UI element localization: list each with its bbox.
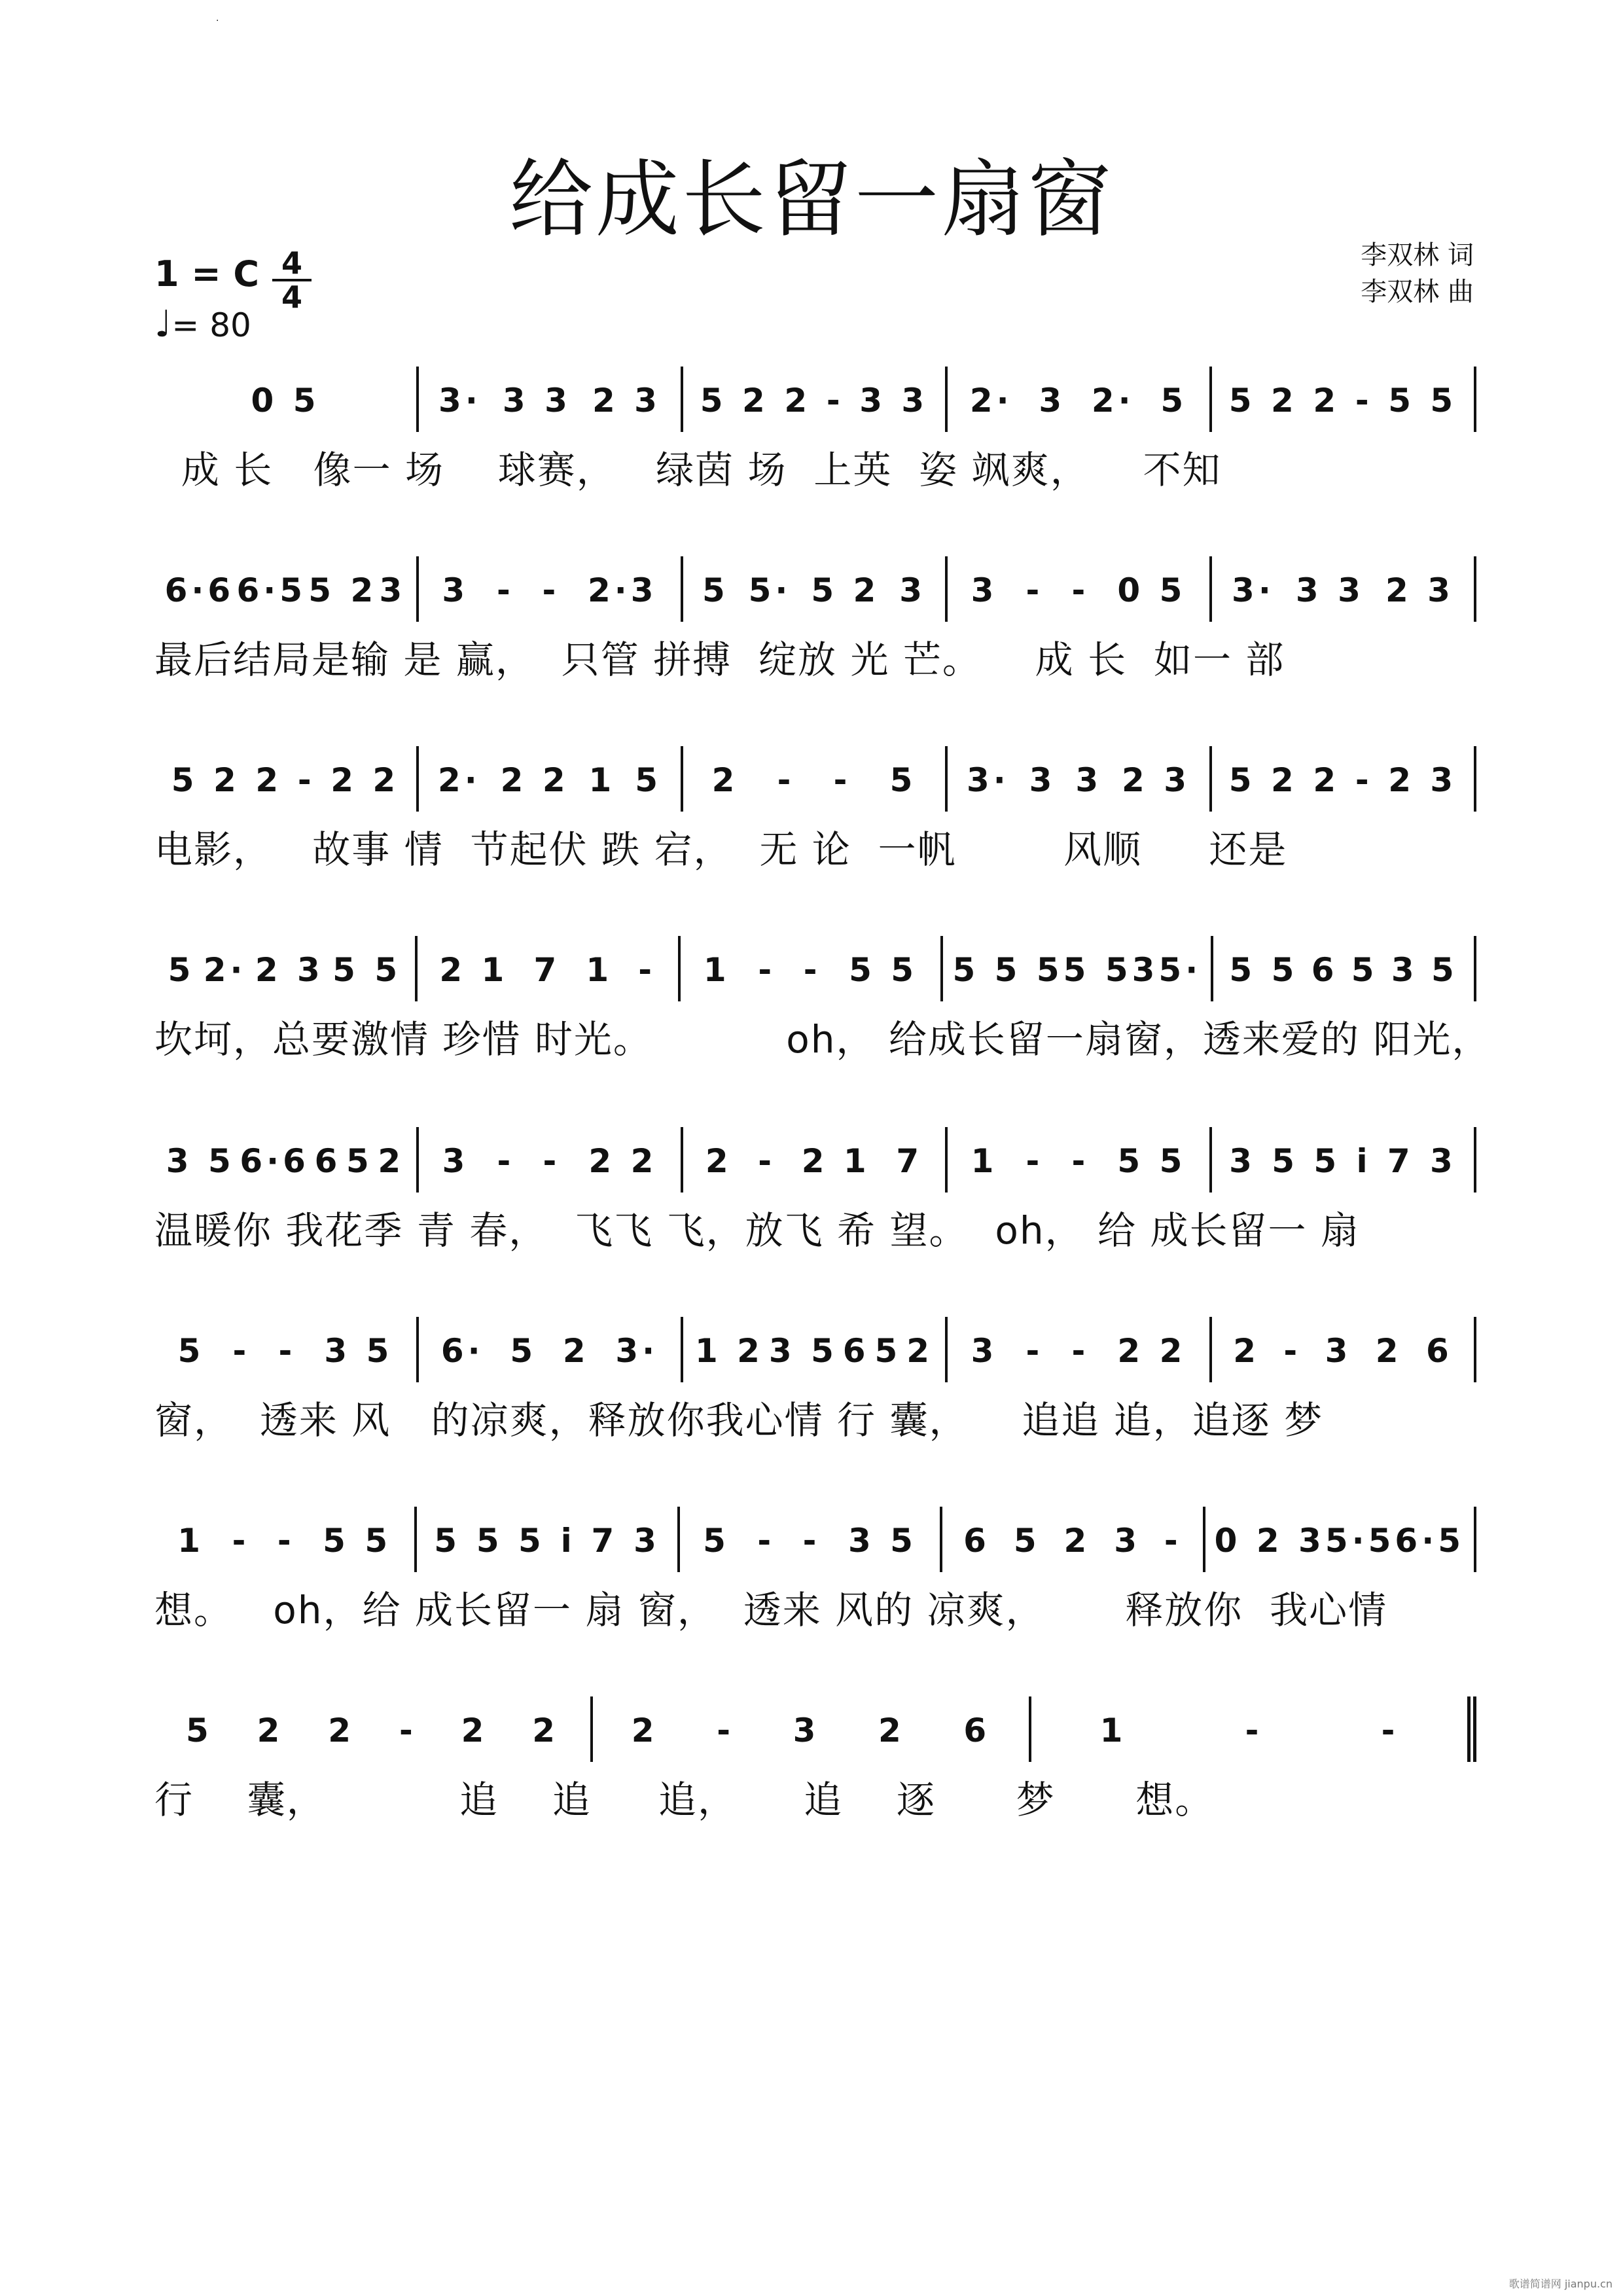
note-group: 2 <box>711 761 739 799</box>
note-group: - <box>542 571 560 609</box>
note-group: 2 <box>1375 1332 1402 1370</box>
note-group: 5 <box>889 761 917 799</box>
notation-line <box>154 1317 1476 1389</box>
note-group: 1 2 <box>694 1332 764 1370</box>
note-group: 3 <box>1114 1522 1141 1560</box>
note-group: 5 <box>434 1522 461 1560</box>
note-group: 2 <box>257 1712 284 1749</box>
site-watermark: 歌谱简谱网 jianpu.cn <box>1508 2278 1613 2290</box>
note-group: 5 <box>1431 951 1458 989</box>
note-group: 3 5 <box>768 1332 838 1370</box>
note-group: 5 5 <box>1272 1142 1341 1180</box>
note-group: 5· <box>1325 1522 1368 1560</box>
note-group: 5 <box>1160 382 1188 420</box>
note-group: 5 5 <box>1117 1142 1186 1180</box>
note-group: 2 <box>1313 761 1340 799</box>
note-group: 3 <box>633 1522 660 1560</box>
measure <box>948 367 1212 432</box>
measure <box>683 367 948 432</box>
note-group: 3 5 <box>847 1522 917 1560</box>
note-group: - <box>717 1712 734 1749</box>
note-group: - <box>802 1522 821 1560</box>
note-group: 5 2 <box>1228 382 1298 420</box>
lyrics-line: 最后结局是输 是 赢， 只管 拼搏 绽放 光 芒。 成 长 如一 部 <box>154 637 1285 682</box>
score-row <box>154 1696 1476 1854</box>
notation-line <box>154 556 1476 628</box>
note-group: 2 <box>328 1712 355 1749</box>
measure <box>948 1127 1212 1193</box>
note-group: 3 <box>1430 1142 1457 1180</box>
note-group: 5 <box>510 1332 537 1370</box>
measure <box>419 746 683 812</box>
score-row <box>154 936 1491 1093</box>
measure <box>419 556 683 622</box>
note-group: 6·5 <box>236 571 307 609</box>
note-group: 3 <box>971 571 998 609</box>
measure <box>1212 367 1476 432</box>
note-group: 6 <box>842 1332 870 1370</box>
note-group: - <box>278 1332 296 1370</box>
time-signature-bottom: 4 <box>281 279 302 315</box>
measure <box>154 1696 593 1762</box>
note-group: 3 <box>442 1142 469 1180</box>
note-group: 1 <box>703 951 730 989</box>
note-group: 3 <box>1039 382 1066 420</box>
note-group: - <box>826 382 844 420</box>
note-group: - <box>399 1712 417 1749</box>
note-group: - <box>803 951 821 989</box>
note-group: 3 3 <box>1295 571 1364 609</box>
note-group: 2 1 <box>439 951 508 989</box>
note-group: 2 <box>255 761 283 799</box>
note-group: 2 <box>562 1332 590 1370</box>
lyrics-line: 温暖你 我花季 青 春， 飞飞 飞，放飞 希 望。 oh， 给 成长留一 扇 <box>154 1208 1360 1253</box>
note-group: 5 <box>185 1712 213 1749</box>
note-group: - <box>1071 1142 1090 1180</box>
measure <box>683 746 948 812</box>
measure <box>154 556 419 622</box>
score-row <box>154 1507 1476 1664</box>
score-row <box>154 367 1476 524</box>
note-group: 1 <box>971 1142 998 1180</box>
note-group: 1 <box>586 951 613 989</box>
note-group: 6·5 <box>1395 1522 1465 1560</box>
lyricist-credit: 李双林 词 <box>1361 240 1474 270</box>
note-group: 5 5 <box>476 1522 545 1560</box>
note-group: 2 <box>378 1142 405 1180</box>
note-group: - <box>758 951 776 989</box>
note-group: - <box>496 571 514 609</box>
note-group: 3 <box>899 571 926 609</box>
score-row <box>154 746 1476 903</box>
note-group: 5 <box>702 571 729 609</box>
note-group: 3 <box>971 1332 998 1370</box>
note-group: 5 5 <box>849 951 918 989</box>
note-group: 1 <box>177 1522 205 1560</box>
note-group: 3· <box>438 382 482 420</box>
note-group: 5 <box>1368 1522 1395 1560</box>
note-group: - <box>232 1522 250 1560</box>
measure <box>154 1507 417 1572</box>
note-group: 2 <box>631 1712 658 1749</box>
key-signature: 1 = C <box>154 253 260 295</box>
note-group: 3· <box>615 1332 659 1370</box>
note-group: 7 <box>533 951 561 989</box>
note-group: 0 5 <box>251 382 320 420</box>
note-group: i <box>560 1522 576 1560</box>
note-group: - <box>297 761 315 799</box>
note-group: - <box>833 761 851 799</box>
note-group: 3 <box>1325 1332 1352 1370</box>
note-group: 3 3 <box>859 382 929 420</box>
note-group: 2 <box>1313 382 1340 420</box>
measure <box>1031 1696 1476 1762</box>
note-group: 6 <box>1425 1332 1453 1370</box>
note-group: 2 3 <box>1385 571 1454 609</box>
note-group: - <box>1026 1332 1044 1370</box>
note-group: 6·6 <box>164 571 235 609</box>
note-group: 2 3 <box>255 951 324 989</box>
lyrics-line: 电影， 故事 情 节起伏 跌 宕， 无 论 一帆 风顺 还是 <box>154 827 1288 872</box>
note-group: 3 5 <box>324 1332 393 1370</box>
note-group: 2 <box>705 1142 732 1180</box>
note-group: - <box>497 1142 515 1180</box>
note-group: 2 <box>906 1332 934 1370</box>
measure <box>1212 746 1476 812</box>
note-group: - <box>757 1522 776 1560</box>
notation-line <box>154 746 1476 818</box>
note-group: 6 <box>963 1712 991 1749</box>
note-group: 7 <box>1387 1142 1414 1180</box>
note-group: - <box>1026 571 1044 609</box>
measure <box>154 746 419 812</box>
note-group: 2·3 <box>588 571 658 609</box>
note-group: 7 <box>591 1522 618 1560</box>
notation-line <box>154 367 1476 439</box>
measure <box>593 1696 1031 1762</box>
note-group: - <box>1381 1712 1399 1749</box>
composer-credit: 李双林 曲 <box>1361 277 1474 307</box>
measure <box>1212 1317 1476 1382</box>
note-group: 3 <box>379 571 406 609</box>
measure <box>681 936 944 1001</box>
note-group: 1 <box>1099 1712 1127 1749</box>
note-group: 5 <box>168 951 195 989</box>
note-group: 5 5 <box>1063 951 1132 989</box>
lyrics-line: 成 长 像一 场 球赛， 绿茵 场 上英 姿 飒爽， 不知 <box>154 448 1222 492</box>
note-group: 2 <box>784 382 812 420</box>
note-group: 5 5 <box>1229 951 1298 989</box>
note-group: - <box>1355 761 1373 799</box>
note-group: 3 <box>1075 761 1103 799</box>
note-group: 5 <box>1013 1522 1041 1560</box>
quarter-note-icon: ♩ <box>154 303 172 346</box>
note-group: 3 <box>1391 951 1418 989</box>
note-group: 5· <box>748 571 792 609</box>
note-group: 1 <box>588 761 616 799</box>
note-group: 2· <box>203 951 247 989</box>
measure <box>948 1317 1212 1382</box>
note-group: 2 3 <box>592 382 661 420</box>
note-group: 2· <box>969 382 1013 420</box>
stray-mark: . <box>216 13 219 24</box>
lyrics-line: 想。 oh，给 成长留一 扇 窗， 透来 风的 凉爽， 释放你 我心情 <box>154 1588 1388 1632</box>
measure <box>419 367 683 432</box>
note-group: 2 <box>878 1712 905 1749</box>
note-group: 6 <box>963 1522 990 1560</box>
note-group: - <box>638 951 656 989</box>
note-group: 5 2 <box>171 761 240 799</box>
note-group: 2 3 <box>1122 761 1190 799</box>
measure <box>683 1127 948 1193</box>
note-group: 7 <box>896 1142 923 1180</box>
lyrics-line: 行 囊， 追 追 追， 追 逐 梦 想。 <box>154 1778 1215 1822</box>
measure <box>1213 936 1476 1001</box>
score-row <box>154 556 1476 713</box>
time-signature-top: 4 <box>281 245 302 281</box>
note-group: 3 5 <box>166 1142 235 1180</box>
note-group: 2 2 <box>500 761 569 799</box>
measure <box>154 936 418 1001</box>
measure <box>1205 1507 1476 1572</box>
measure <box>154 1127 419 1193</box>
song-title: 给成长留一扇窗 <box>508 151 1114 249</box>
note-group: 3 3 <box>502 382 571 420</box>
note-group: 2 <box>461 1712 488 1749</box>
lyrics-line: 坎坷，总要激情 珍惜 时光。 oh， 给成长留一扇窗，透来爱的 阳光， <box>154 1017 1491 1062</box>
note-group: 5 <box>1351 951 1378 989</box>
note-group: - <box>232 1332 251 1370</box>
note-group: - <box>1164 1522 1182 1560</box>
note-group: - <box>277 1522 295 1560</box>
score-row <box>154 1317 1476 1474</box>
note-group: - <box>758 1142 776 1180</box>
note-group: 5 2 <box>811 571 880 609</box>
note-group: 3 <box>442 571 469 609</box>
note-group: 6 <box>314 1142 342 1180</box>
note-group: 5 2 <box>308 571 378 609</box>
note-group: 5 2 <box>1228 761 1298 799</box>
note-group: 0 2 3 <box>1214 1522 1325 1560</box>
measure <box>683 1317 948 1382</box>
measure <box>417 1507 679 1572</box>
measure <box>1212 556 1476 622</box>
measure <box>418 936 681 1001</box>
note-group: - <box>1355 382 1373 420</box>
measure <box>1212 1127 1476 1193</box>
note-group: 2 3 <box>1388 761 1457 799</box>
measure <box>680 1507 942 1572</box>
note-group: 2· <box>437 761 481 799</box>
note-group: 6·6 <box>240 1142 310 1180</box>
note-group: 3 <box>1029 761 1056 799</box>
note-group: i <box>1356 1142 1372 1180</box>
note-group: 5 5 <box>1388 382 1457 420</box>
note-group: - <box>1026 1142 1044 1180</box>
measure <box>154 1317 419 1382</box>
note-group: 3 <box>1229 1142 1256 1180</box>
note-group: - <box>1071 1332 1090 1370</box>
note-group: 5 <box>635 761 662 799</box>
note-group: 2 <box>1063 1522 1091 1560</box>
note-group: 5 5 5 <box>952 951 1063 989</box>
note-group: 2 2 <box>588 1142 658 1180</box>
note-group: 3· <box>1232 571 1275 609</box>
note-group: 0 5 <box>1117 571 1186 609</box>
note-group: 2 2 <box>1117 1332 1186 1370</box>
measure <box>942 1507 1205 1572</box>
note-group: 2 2 <box>330 761 400 799</box>
note-group: 2 <box>532 1712 560 1749</box>
score-row <box>154 1127 1476 1284</box>
note-group: 5 5 <box>323 1522 392 1560</box>
note-group: - <box>1245 1712 1263 1749</box>
measure <box>943 936 1213 1001</box>
note-group: 5 <box>703 1522 730 1560</box>
tempo-value: = 80 <box>171 306 251 344</box>
note-group: 2 1 <box>801 1142 870 1180</box>
lyrics-line: 窗， 透来 风 的凉爽，释放你我心情 行 囊， 追追 追，追逐 梦 <box>154 1398 1324 1443</box>
note-group: 2· <box>1091 382 1135 420</box>
note-group: - <box>1283 1332 1302 1370</box>
measure <box>419 1317 683 1382</box>
note-group: 3 <box>793 1712 820 1749</box>
note-group: 6 <box>1311 951 1338 989</box>
note-group: 5 2 <box>700 382 769 420</box>
note-group: - <box>1071 571 1090 609</box>
notation-line <box>154 1696 1476 1768</box>
note-group: 2 <box>1233 1332 1260 1370</box>
note-group: - <box>777 761 795 799</box>
note-group: 5 <box>177 1332 205 1370</box>
measure <box>683 556 948 622</box>
note-group: - <box>543 1142 561 1180</box>
note-group: 5 <box>346 1142 373 1180</box>
measure <box>154 367 419 432</box>
note-group: 5 <box>874 1332 902 1370</box>
note-group: 3 <box>1132 951 1159 989</box>
notation-line <box>154 1507 1476 1579</box>
note-group: 5· <box>1158 951 1202 989</box>
notation-line <box>154 936 1476 1008</box>
notation-line <box>154 1127 1476 1199</box>
note-group: 6· <box>440 1332 484 1370</box>
note-group: 3· <box>966 761 1010 799</box>
measure <box>948 556 1212 622</box>
measure <box>419 1127 683 1193</box>
measure <box>948 746 1212 812</box>
note-group: 5 5 <box>332 951 402 989</box>
